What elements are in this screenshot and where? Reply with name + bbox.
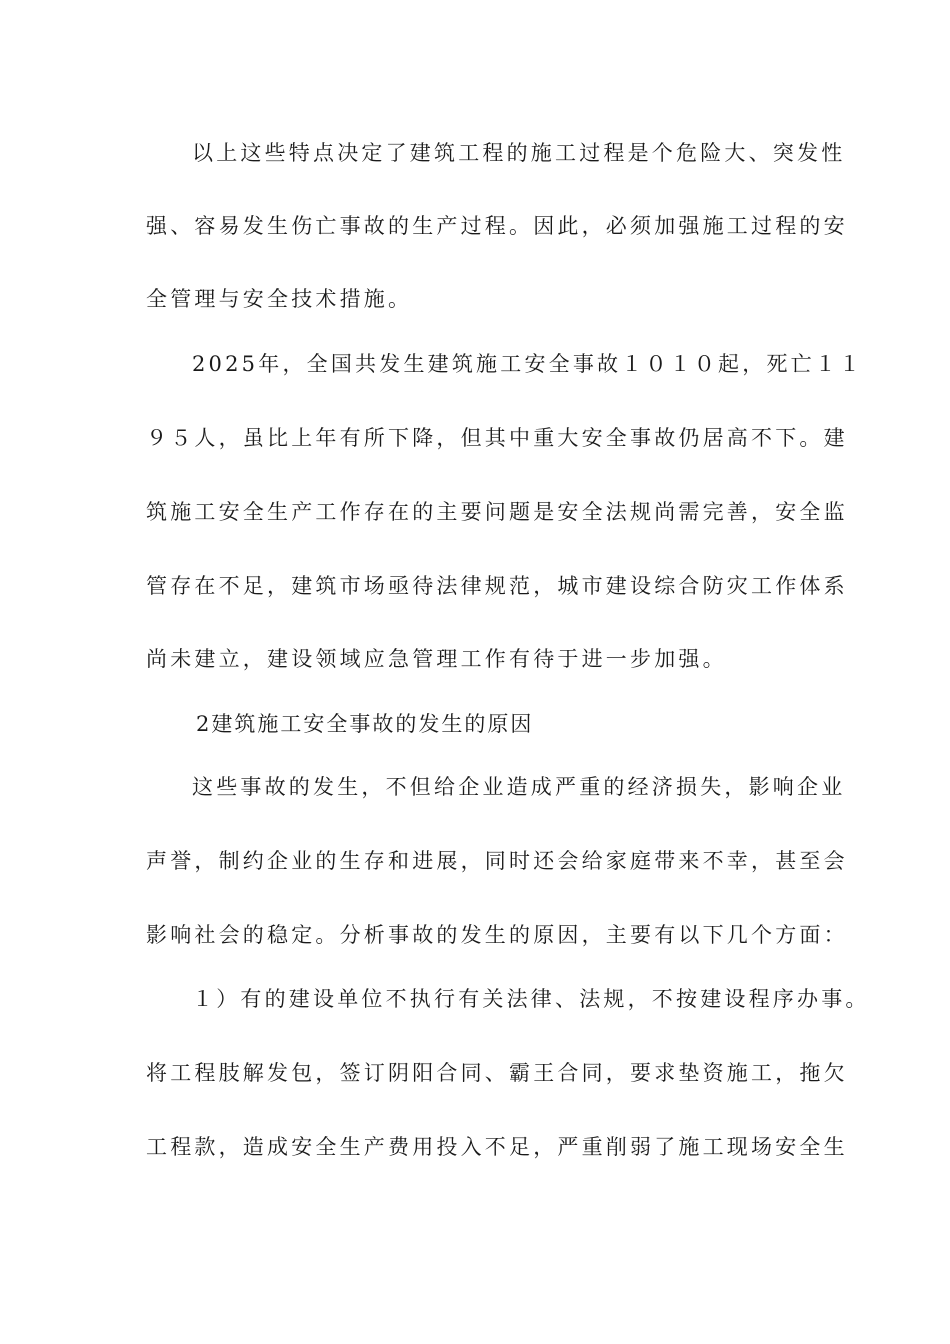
paragraph-4-line-2: 将工程肢解发包，签订阴阳合同、霸王合同，要求垫资施工，拖欠 xyxy=(146,1061,848,1085)
paragraph-4-line-1: １）有的建设单位不执行有关法律、法规，不按建设程序办事。 xyxy=(192,987,870,1011)
paragraph-3-line-3: 影响社会的稳定。分析事故的发生的原因，主要有以下几个方面： xyxy=(146,923,848,947)
paragraph-2-line-2: ９５人，虽比上年有所下降，但其中重大安全事故仍居高不下。建 xyxy=(146,426,848,450)
paragraph-1-line-1: 以上这些特点决定了建筑工程的施工过程是个危险大、突发性 xyxy=(192,141,846,165)
paragraph-4-line-3: 工程款，造成安全生产费用投入不足，严重削弱了施工现场安全生 xyxy=(146,1135,848,1159)
paragraph-1-line-2: 强、容易发生伤亡事故的生产过程。因此，必须加强施工过程的安 xyxy=(146,214,848,238)
section-heading: 2建筑施工安全事故的发生的原因 xyxy=(196,712,534,736)
paragraph-3-line-1: 这些事故的发生，不但给企业造成严重的经济损失，影响企业 xyxy=(192,775,846,799)
paragraph-3-line-2: 声誉，制约企业的生存和进展，同时还会给家庭带来不幸，甚至会 xyxy=(146,849,848,873)
paragraph-2-line-5: 尚未建立，建设领域应急管理工作有待于进一步加强。 xyxy=(146,647,727,671)
paragraph-2-line-1: 2025年，全国共发生建筑施工安全事故１０１０起，死亡１１ xyxy=(192,352,864,376)
paragraph-2-line-4: 管存在不足，建筑市场亟待法律规范，城市建设综合防灾工作体系 xyxy=(146,574,848,598)
paragraph-2-line-3: 筑施工安全生产工作存在的主要问题是安全法规尚需完善，安全监 xyxy=(146,500,848,524)
paragraph-1-line-3: 全管理与安全技术措施。 xyxy=(146,287,413,311)
